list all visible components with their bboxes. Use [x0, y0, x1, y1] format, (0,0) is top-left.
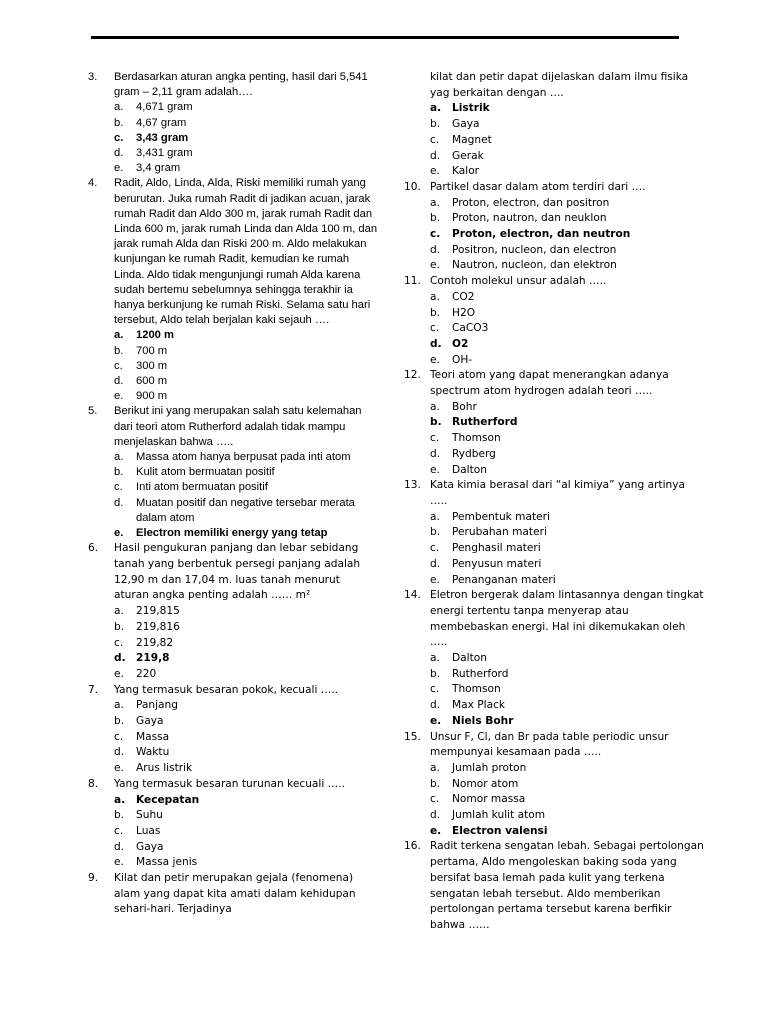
answer-option: [404, 415, 704, 431]
option-letter: b.: [430, 526, 441, 539]
answer-option: [88, 116, 378, 131]
option-letter: b.: [114, 620, 125, 633]
option-text: H2O: [452, 306, 476, 319]
question-number: 3.: [88, 71, 98, 83]
answer-option: [88, 465, 378, 480]
question-text: Berikut ini yang merupakan salah satu kelemahan dari teori atom Rutherford adalah tidak mampu menjelaskan bahwa …..: [114, 405, 362, 448]
option-text: Penghasil materi: [452, 542, 541, 555]
option-text: 3,431 gram: [136, 147, 193, 160]
option-letter: b.: [430, 667, 441, 680]
option-text: 3,4 gram: [136, 162, 181, 175]
option-text: Perubahan materi: [452, 526, 547, 539]
option-text: Thomson: [452, 683, 501, 696]
answer-option: [88, 328, 378, 343]
answer-option: [404, 290, 704, 306]
answer-option: [404, 698, 704, 714]
option-text: Waktu: [136, 746, 170, 759]
answer-option: [88, 146, 378, 161]
question-stem: [88, 871, 378, 918]
option-text: Penanganan materi: [452, 573, 556, 586]
question-stem: [404, 368, 704, 399]
option-letter: a.: [430, 290, 440, 303]
option-text: 220: [136, 667, 157, 680]
option-letter: c.: [430, 228, 441, 241]
question-item: [404, 70, 704, 180]
question-text: Hasil pengukuran panjang dan lebar sebidang tanah yang berbentuk persegi panjang adalah 12,90 m dan 17,04 m. luas tanah menurut aturan angka penting adalah …… m²: [114, 542, 361, 602]
option-text: Penyusun materi: [452, 557, 542, 570]
option-text: Proton, nautron, dan neuklon: [452, 212, 607, 225]
answer-option: [88, 374, 378, 389]
answer-option: [404, 761, 704, 777]
option-text: Massa jenis: [136, 856, 198, 869]
option-letter: c.: [114, 481, 123, 494]
answer-option: [404, 667, 704, 683]
answer-option: [88, 496, 378, 526]
answer-option: [88, 651, 378, 667]
answer-option: [404, 133, 704, 149]
question-number: 7.: [88, 683, 99, 696]
option-text: Electron memiliki energy yang tetap: [136, 527, 328, 540]
option-letter: c.: [430, 683, 440, 696]
option-letter: d.: [114, 147, 124, 160]
option-letter: d.: [114, 652, 126, 665]
option-text: 219,815: [136, 605, 180, 618]
answer-option: [404, 682, 704, 698]
question-number: 10.: [404, 180, 421, 193]
option-letter: c.: [430, 432, 440, 445]
option-letter: c.: [114, 636, 124, 649]
option-text: Proton, electron, dan positron: [452, 196, 610, 209]
question-text: Unsur F, Cl, dan Br pada table periodic unsur mempunyai kesamaan pada …..: [430, 730, 669, 759]
option-letter: a.: [114, 605, 124, 618]
answer-option: [88, 620, 378, 636]
option-text: Magnet: [452, 133, 492, 146]
question-text: Kilat dan petir merupakan gejala (fenomena) alam yang dapat kita amati dalam kehidupan sehari-hari. Terjadinya: [114, 872, 356, 916]
option-letter: e.: [430, 353, 440, 366]
option-letter: e.: [430, 259, 440, 272]
question-stem: [404, 839, 704, 933]
option-text: Nomor massa: [452, 793, 526, 806]
question-item: [88, 871, 378, 918]
option-text: Bohr: [452, 400, 477, 413]
option-letter: d.: [430, 699, 441, 712]
question-number: 13.: [404, 479, 421, 492]
question-number: 12.: [404, 369, 421, 382]
question-text: Teori atom yang dapat menerangkan adanya spectrum atom hydrogen adalah teori …..: [430, 369, 669, 398]
question-item: [88, 404, 378, 541]
option-letter: b.: [430, 777, 441, 790]
option-text: 4,67 gram: [136, 116, 187, 129]
question-number: 15.: [404, 730, 421, 743]
option-text: 900 m: [136, 390, 168, 403]
question-number: 4.: [88, 177, 98, 190]
question-number: 9.: [88, 872, 99, 885]
top-rule: [91, 36, 679, 39]
question-number: [404, 70, 430, 101]
answer-option: [88, 745, 378, 761]
answer-option: [88, 840, 378, 856]
answer-option: [404, 258, 704, 274]
option-letter: d.: [114, 496, 124, 509]
option-letter: e.: [430, 714, 442, 727]
answer-option: [88, 604, 378, 620]
question-item: [88, 777, 378, 871]
option-text: Thomson: [452, 432, 501, 445]
question-item: [404, 368, 704, 478]
question-number: 14.: [404, 589, 421, 602]
right-column: [404, 70, 704, 934]
question-item: [404, 274, 704, 368]
option-text: Gerak: [452, 149, 484, 162]
option-letter: d.: [430, 809, 441, 822]
option-letter: d.: [430, 149, 441, 162]
question-item: [88, 176, 378, 404]
option-text: 219,816: [136, 620, 180, 633]
option-letter: e.: [430, 165, 440, 178]
option-text: O2: [452, 337, 469, 350]
option-letter: d.: [114, 840, 125, 853]
answer-option: [404, 149, 704, 165]
option-text: 219,8: [136, 652, 170, 665]
answer-option: [88, 450, 378, 465]
answer-option: [404, 321, 704, 337]
question-number: 11.: [404, 275, 421, 288]
option-letter: d.: [114, 375, 124, 388]
option-text: Arus listrik: [136, 762, 193, 775]
answer-option: [404, 447, 704, 463]
answer-option: [88, 714, 378, 730]
answer-option: [404, 714, 704, 730]
option-letter: c.: [430, 542, 440, 555]
question-text: Yang termasuk besaran pokok, kecuali …..: [114, 683, 339, 696]
option-text: Suhu: [136, 809, 163, 822]
question-text: Kata kimia berasal dari “al kimiya” yang artinya …..: [430, 479, 685, 507]
option-text: Muatan positif dan negative tersebar merata dalam atom: [136, 496, 355, 524]
question-stem: [88, 683, 378, 699]
question-item: [88, 70, 378, 176]
answer-option: [404, 557, 704, 573]
option-text: 300 m: [136, 359, 168, 372]
option-letter: a.: [114, 101, 124, 114]
option-text: 600 m: [136, 375, 168, 388]
option-text: Luas: [136, 824, 161, 837]
option-letter: a.: [430, 652, 440, 665]
answer-option: [404, 306, 704, 322]
option-letter: d.: [430, 243, 441, 256]
question-stem: [88, 70, 378, 100]
option-text: Dalton: [452, 652, 487, 665]
question-item: [404, 730, 704, 840]
answer-option: [404, 431, 704, 447]
option-letter: e.: [114, 667, 124, 680]
answer-option: [88, 359, 378, 374]
option-text: Positron, nucleon, dan electron: [452, 243, 617, 256]
answer-option: [404, 243, 704, 259]
answer-option: [88, 730, 378, 746]
option-letter: e.: [114, 762, 124, 775]
option-text: OH-: [452, 353, 473, 366]
answer-option: [88, 667, 378, 683]
question-text: Radit terkena sengatan lebah. Sebagai pertolongan pertama, Aldo mengoleskan baking soda yang bersifat basa lemah pada kulit yang terkena sengatan lebah tersebut. Aldo memberikan pertolongan pertama tersebut karena berfikir bahwa ……: [430, 840, 704, 931]
question-text: Partikel dasar dalam atom terdiri dari ….: [430, 180, 646, 193]
option-letter: a.: [430, 761, 440, 774]
option-text: Proton, electron, dan neutron: [452, 228, 631, 241]
option-letter: c.: [430, 133, 440, 146]
answer-option: [404, 525, 704, 541]
question-stem: [404, 180, 704, 196]
question-stem: [88, 777, 378, 793]
option-letter: e.: [114, 856, 124, 869]
option-text: Massa: [136, 730, 170, 743]
answer-option: [88, 100, 378, 115]
question-stem: [404, 588, 704, 651]
option-letter: b.: [114, 344, 124, 357]
option-text: Panjang: [136, 699, 178, 712]
answer-option: [88, 480, 378, 495]
answer-option: [88, 698, 378, 714]
option-text: Rutherford: [452, 667, 509, 680]
option-letter: c.: [114, 730, 124, 743]
option-text: Niels Bohr: [452, 714, 514, 727]
option-letter: e.: [430, 824, 442, 837]
answer-option: [404, 573, 704, 589]
option-text: Dalton: [452, 463, 487, 476]
option-text: Gaya: [136, 840, 164, 853]
option-letter: b.: [114, 466, 124, 479]
option-letter: e.: [114, 527, 124, 540]
option-letter: b.: [430, 118, 441, 131]
question-number: 16.: [404, 840, 421, 853]
answer-option: [404, 227, 704, 243]
question-text: Yang termasuk besaran turunan kecuali …..: [114, 777, 345, 790]
option-letter: a.: [114, 699, 124, 712]
question-item: [88, 541, 378, 682]
answer-option: [88, 808, 378, 824]
answer-option: [404, 808, 704, 824]
answer-option: [404, 777, 704, 793]
answer-option: [404, 164, 704, 180]
option-letter: b.: [114, 809, 125, 822]
answer-option: [88, 761, 378, 777]
option-text: Kecepatan: [136, 793, 200, 806]
answer-option: [404, 353, 704, 369]
option-text: Nautron, nucleon, dan elektron: [452, 259, 617, 272]
option-letter: d.: [430, 557, 441, 570]
option-letter: e.: [114, 390, 124, 403]
option-text: Listrik: [452, 102, 490, 115]
question-text: kilat dan petir dapat dijelaskan dalam ilmu fisika yag berkaitan dengan ….: [430, 71, 689, 99]
option-letter: b.: [114, 715, 125, 728]
option-text: Nomor atom: [452, 777, 519, 790]
question-item: [404, 588, 704, 729]
question-stem: [88, 404, 378, 450]
question-number: 6.: [88, 542, 99, 555]
option-text: Pembentuk materi: [452, 510, 550, 523]
option-text: CO2: [452, 290, 475, 303]
answer-option: [88, 389, 378, 404]
option-letter: a.: [430, 510, 440, 523]
option-text: Gaya: [136, 715, 164, 728]
option-text: Kulit atom bermuatan positif: [136, 466, 275, 479]
option-letter: a.: [114, 329, 124, 342]
answer-option: [88, 526, 378, 541]
answer-option: [404, 337, 704, 353]
question-number: 5.: [88, 405, 98, 418]
answer-option: [88, 131, 378, 146]
question-item: [404, 839, 704, 933]
question-number: 8.: [88, 777, 99, 790]
question-stem: [404, 70, 704, 101]
option-letter: a.: [430, 102, 442, 115]
option-letter: d.: [430, 447, 441, 460]
option-letter: d.: [430, 337, 442, 350]
question-stem: [404, 274, 704, 290]
answer-option: [404, 101, 704, 117]
option-text: Electron valensi: [452, 824, 548, 837]
question-stem: [404, 478, 704, 509]
option-text: 4,671 gram: [136, 101, 193, 114]
option-text: Rydberg: [452, 447, 496, 460]
answer-option: [88, 636, 378, 652]
option-letter: c.: [114, 131, 124, 144]
option-letter: e.: [114, 162, 124, 175]
option-text: Massa atom hanya berpusat pada inti atom: [136, 451, 351, 464]
question-item: [404, 180, 704, 274]
option-text: 1200 m: [136, 329, 174, 342]
answer-option: [404, 196, 704, 212]
answer-option: [404, 541, 704, 557]
question-item: [88, 683, 378, 777]
option-text: Jumlah proton: [452, 761, 527, 774]
answer-option: [404, 792, 704, 808]
option-letter: b.: [430, 306, 441, 319]
answer-option: [88, 344, 378, 359]
option-letter: a.: [430, 196, 440, 209]
answer-option: [404, 651, 704, 667]
question-text: Berdasarkan aturan angka penting, hasil dari 5,541 gram – 2,11 gram adalah….: [114, 71, 368, 99]
option-text: Kalor: [452, 165, 480, 178]
option-text: Inti atom bermuatan positif: [136, 481, 268, 494]
answer-option: [88, 855, 378, 871]
answer-option: [404, 400, 704, 416]
option-letter: d.: [114, 746, 125, 759]
option-text: CaCO3: [452, 322, 489, 335]
option-letter: e.: [430, 573, 440, 586]
option-letter: c.: [430, 322, 440, 335]
question-item: [404, 478, 704, 588]
option-letter: b.: [114, 116, 124, 129]
option-letter: b.: [430, 212, 441, 225]
question-text: Radit, Aldo, Linda, Alda, Riski memiliki rumah yang berurutan. Juka rumah Radit di jadikan acuan, jarak rumah Radit dan Aldo 300 m, jarak rumah Radit dan Linda 600 m, jarak rumah Linda dan Alda 100 m, dan jarak rumah Alda dan Riski 200 m. Aldo melakukan kunjungan ke rumah Radit, kemudian ke rumah Linda. Aldo tidak mengunjungi rumah Alda karena sudah bertemu sebelumnya sehingga terakhir ia hanya berkunjung ke rumah Riski. Selama satu hari tersebut, Aldo telah berjalan kaki sejauh ….: [114, 177, 378, 327]
question-text: Contoh molekul unsur adalah …..: [430, 275, 607, 288]
option-letter: c.: [114, 824, 124, 837]
option-text: 219,82: [136, 636, 174, 649]
option-letter: a.: [114, 451, 124, 464]
option-letter: c.: [114, 359, 123, 372]
option-text: 3,43 gram: [136, 131, 189, 144]
question-stem: [88, 541, 378, 604]
answer-option: [88, 793, 378, 809]
option-letter: a.: [114, 793, 126, 806]
option-text: Gaya: [452, 118, 480, 131]
answer-option: [404, 824, 704, 840]
option-letter: b.: [430, 416, 442, 429]
option-letter: c.: [430, 793, 440, 806]
option-text: Jumlah kulit atom: [452, 809, 546, 822]
question-text: Eletron bergerak dalam lintasannya dengan tingkat energi tertentu tanpa menyerap atau membebaskan energi. Hal ini dikemukakan oleh …..: [430, 589, 704, 649]
answer-option: [404, 463, 704, 479]
answer-option: [404, 117, 704, 133]
option-text: 700 m: [136, 344, 168, 357]
option-text: Max Plack: [452, 699, 506, 712]
answer-option: [404, 510, 704, 526]
question-stem: [404, 730, 704, 761]
question-stem: [88, 176, 378, 328]
option-letter: a.: [430, 400, 440, 413]
answer-option: [88, 161, 378, 176]
left-column: [88, 70, 378, 918]
answer-option: [404, 211, 704, 227]
answer-option: [88, 824, 378, 840]
option-letter: e.: [430, 463, 440, 476]
option-text: Rutherford: [452, 416, 518, 429]
